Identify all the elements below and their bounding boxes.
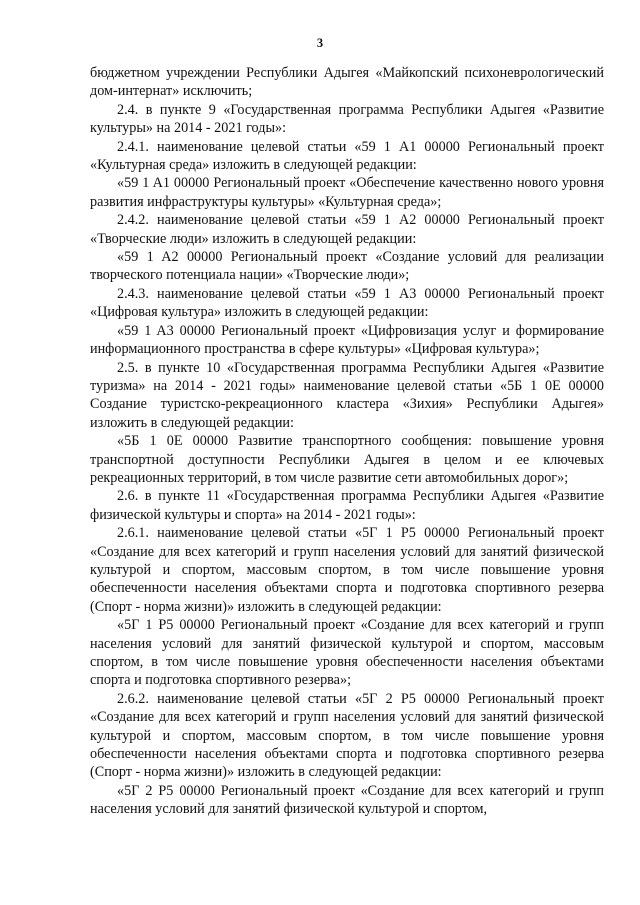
paragraph-new-wording-59-1-a2: «59 1 A2 00000 Региональный проект «Создание условий для реализации творческого потенциала нации» «Творческие люди»; (90, 249, 604, 284)
paragraph-new-wording-5b-1-0e: «5Б 1 0E 00000 Развитие транспортного сообщения: повышение уровня транспортной доступности Республики Адыгея в целом и ее ключевых рекреационных территорий, в том числе развитие сети автомобильных дорог»; (90, 433, 604, 486)
paragraph-clause-2-6-1: 2.6.1. наименование целевой статьи «5Г 1 P5 00000 Региональный проект «Создание для всех категорий и групп населения условий для занятий физической культурой и спортом, массовым спортом, в том числе повышение уровня обеспеченности населения объектами спорта и подготовка спортивного резерва (Спорт - норма жизни)» изложить в следующей редакции: (90, 525, 604, 615)
paragraph-new-wording-59-1-a3: «59 1 A3 00000 Региональный проект «Цифровизация услуг и формирование информационного пространства в сфере культуры» «Цифровая культура»; (90, 322, 604, 358)
paragraph-new-wording-59-1-a1: «59 1 A1 00000 Региональный проект «Обеспечение качественно нового уровня развития инфраструктуры культуры» «Культурная среда»; (90, 175, 604, 210)
paragraph-new-wording-5g-2-p5: «5Г 2 P5 00000 Региональный проект «Создание для всех категорий и групп населения условий для занятий физической культурой и спортом, (90, 782, 604, 818)
page-number: 3 (316, 36, 324, 50)
document-body (90, 64, 604, 819)
paragraph-clause-2-4-1: 2.4.1. наименование целевой статьи «59 1 A1 00000 Региональный проект «Культурная среда» изложить в следующей редакции: (90, 138, 604, 174)
paragraph-clause-2-5: 2.5. в пункте 10 «Государственная программа Республики Адыгея «Развитие туризма» на 2014 - 2021 годы» наименование целевой статьи «5Б 1 0E 00000 Создание туристско-рекреационного кластера «Зихия» Республики Адыгея» изложить в следующей редакции: (90, 359, 604, 431)
paragraph-clause-2-6-2: 2.6.2. наименование целевой статьи «5Г 2 P5 00000 Региональный проект «Создание для всех категорий и групп населения условий для занятий физической культурой и спортом, массовым спортом, в том числе повышение уровня обеспеченности населения объектами спорта и подготовка спортивного резерва (Спорт - норма жизни)» изложить в следующей редакции: (90, 690, 604, 781)
paragraph-clause-2-4-3: 2.4.3. наименование целевой статьи «59 1 A3 00000 Региональный проект «Цифровая культура» изложить в следующей редакции: (90, 285, 604, 321)
paragraph-clause-2-6: 2.6. в пункте 11 «Государственная программа Республики Адыгея «Развитие физической культуры и спорта» на 2014 - 2021 годы»: (90, 488, 604, 523)
paragraph-new-wording-5g-1-p5: «5Г 1 P5 00000 Региональный проект «Создание для всех категорий и групп населения условий для занятий физической культурой и спортом, массовым спортом, в том числе повышение уровня обеспеченности населения объектами спорта и подготовка спортивного резерва»; (90, 617, 604, 689)
paragraph-clause-2-4: 2.4. в пункте 9 «Государственная программа Республики Адыгея «Развитие культуры» на 2014 - 2021 годы»: (90, 101, 604, 137)
paragraph-continuation: бюджетном учреждении Республики Адыгея «Майкопский психоневрологический дом-интернат» исключить; (90, 65, 604, 100)
paragraph-clause-2-4-2: 2.4.2. наименование целевой статьи «59 1 A2 00000 Региональный проект «Творческие люди» изложить в следующей редакции: (90, 212, 604, 247)
